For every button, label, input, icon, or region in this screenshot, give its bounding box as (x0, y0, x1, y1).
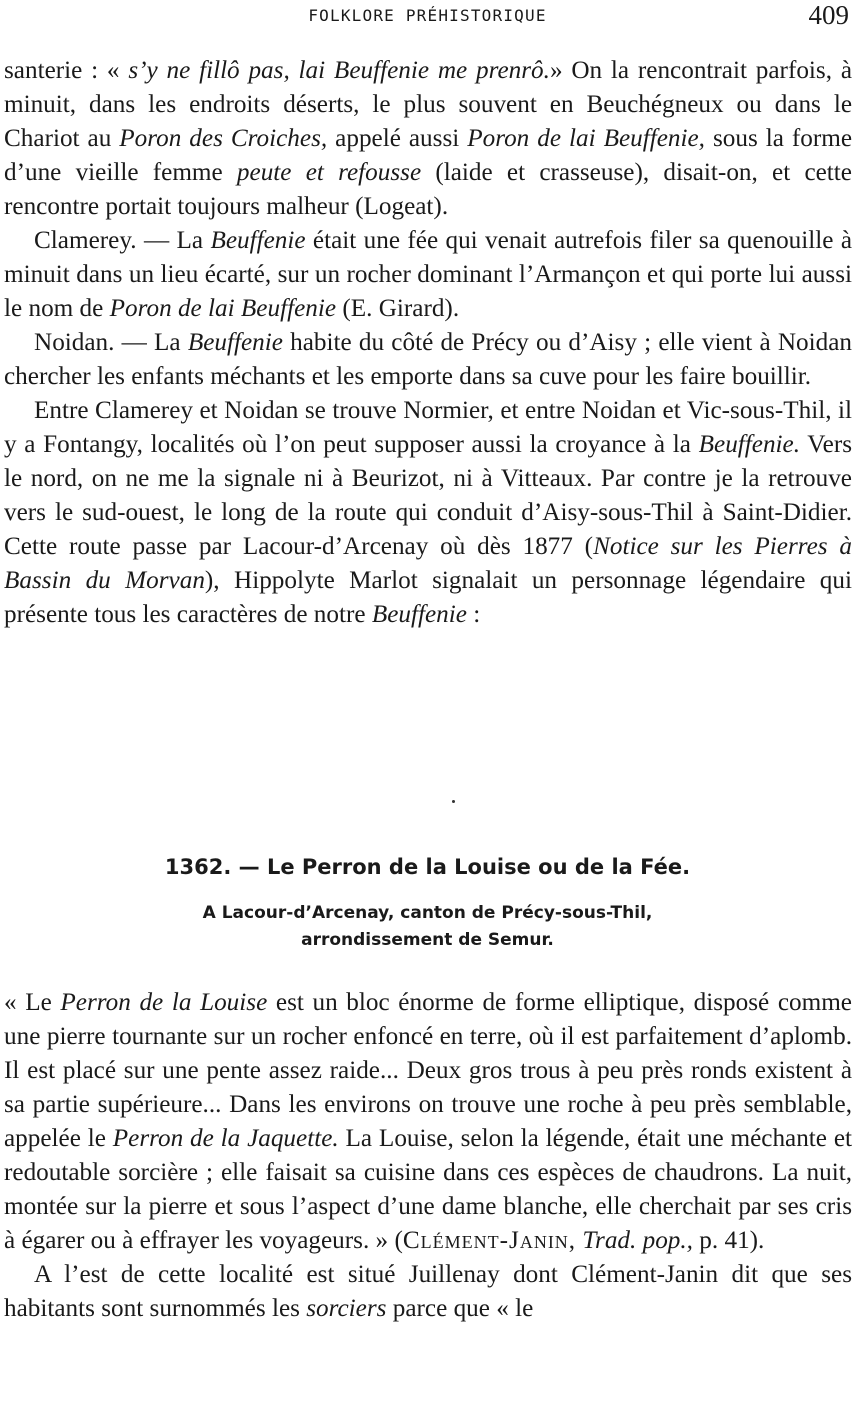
paragraph-entre-clamerey: Entre Clamerey et Noidan se trouve Normier, et entre Noidan et Vic-sous-Thil, il y a Fontangy, localités où l’on peut supposer aussi la croyance à la Beuffenie. Vers le nord, on ne me la signale ni à Beurizot, ni à Vitteaux. Par contre je la retrouve vers le sud-ouest, le long de la route qui conduit d’Aisy-sous-Thil à Saint-Didier. Cette route passe par Lacour-d’Arcenay où dès 1877 (Notice sur les Pierres à Bassin du Morvan), Hippolyte Marlot signalait un personnage légendaire qui présente tous les caractères de notre Beuffenie : (4, 397, 853, 628)
section-title: 1362. — Le Perron de la Louise ou de la Fée. (164, 855, 691, 879)
text-block-lower (4, 986, 852, 1326)
text-block-upper (4, 54, 852, 632)
section-subtitle-line1: A Lacour-d’Arcenay, canton de Précy-sous-Thil, (202, 903, 653, 923)
running-head: FOLKLORE PRÉHISTORIQUE (308, 6, 547, 25)
paragraph-clamerey: Clamerey. — La Beuffenie était une fée qui venait autrefois filer sa quenouille à minuit dans un lieu écarté, sur un rocher dominant l’Armançon et qui porte lui aussi le nom de Poron de lai Beuffenie (E. Girard). (4, 227, 852, 322)
section-subtitle-line2: arrondissement de Semur. (301, 930, 554, 950)
paragraph-juillenay: A l’est de cette localité est situé Juillenay dont Clément-Janin dit que ses habitants sont surnommés les sorciers parce que « le (4, 1261, 852, 1322)
print-speck (452, 800, 455, 803)
page-number: 409 (808, 0, 849, 30)
paragraph-noidan: Noidan. — La Beuffenie habite du côté de Précy ou d’Aisy ; elle vient à Noidan chercher les enfants méchants et les emporte dans sa cuve pour les faire bouillir. (4, 329, 853, 390)
page-header (0, 2, 855, 32)
section-subtitle (0, 900, 855, 954)
paragraph-perron-louise: « Le Perron de la Louise est un bloc énorme de forme elliptique, disposé comme une pierre tournante sur un rocher enfoncé en terre, où il est parfaitement d’aplomb. Il est placé sur une pente assez raide... Deux gros trous à peu près ronds existent à sa partie supérieure... Dans les environs on trouve une roche à peu près semblable, appelée le Perron de la Jaquette. La Louise, selon la légende, était une méchante et redoutable sorcière ; elle faisait sa cuisine dans ces espèces de chaudrons. La nuit, montée sur la pierre et sous l’aspect d’une dame blanche, elle cherchait par ses cris à égarer ou à effrayer les voyageurs. » (Clément-Janin, Trad. pop., p. 41). (4, 989, 853, 1254)
paragraph-santerie: santerie : « s’y ne fillô pas, lai Beuffenie me prenrô.» On la rencontrait parfois, à minuit, dans les endroits déserts, le plus souvent en Beuchégneux ou dans le Chariot au Poron des Croiches, appelé aussi Poron de lai Beuffenie, sous la forme d’une vieille femme peute et refousse (laide et crasseuse), disait-on, et cette rencontre portait toujours malheur (Logeat). (4, 57, 853, 220)
